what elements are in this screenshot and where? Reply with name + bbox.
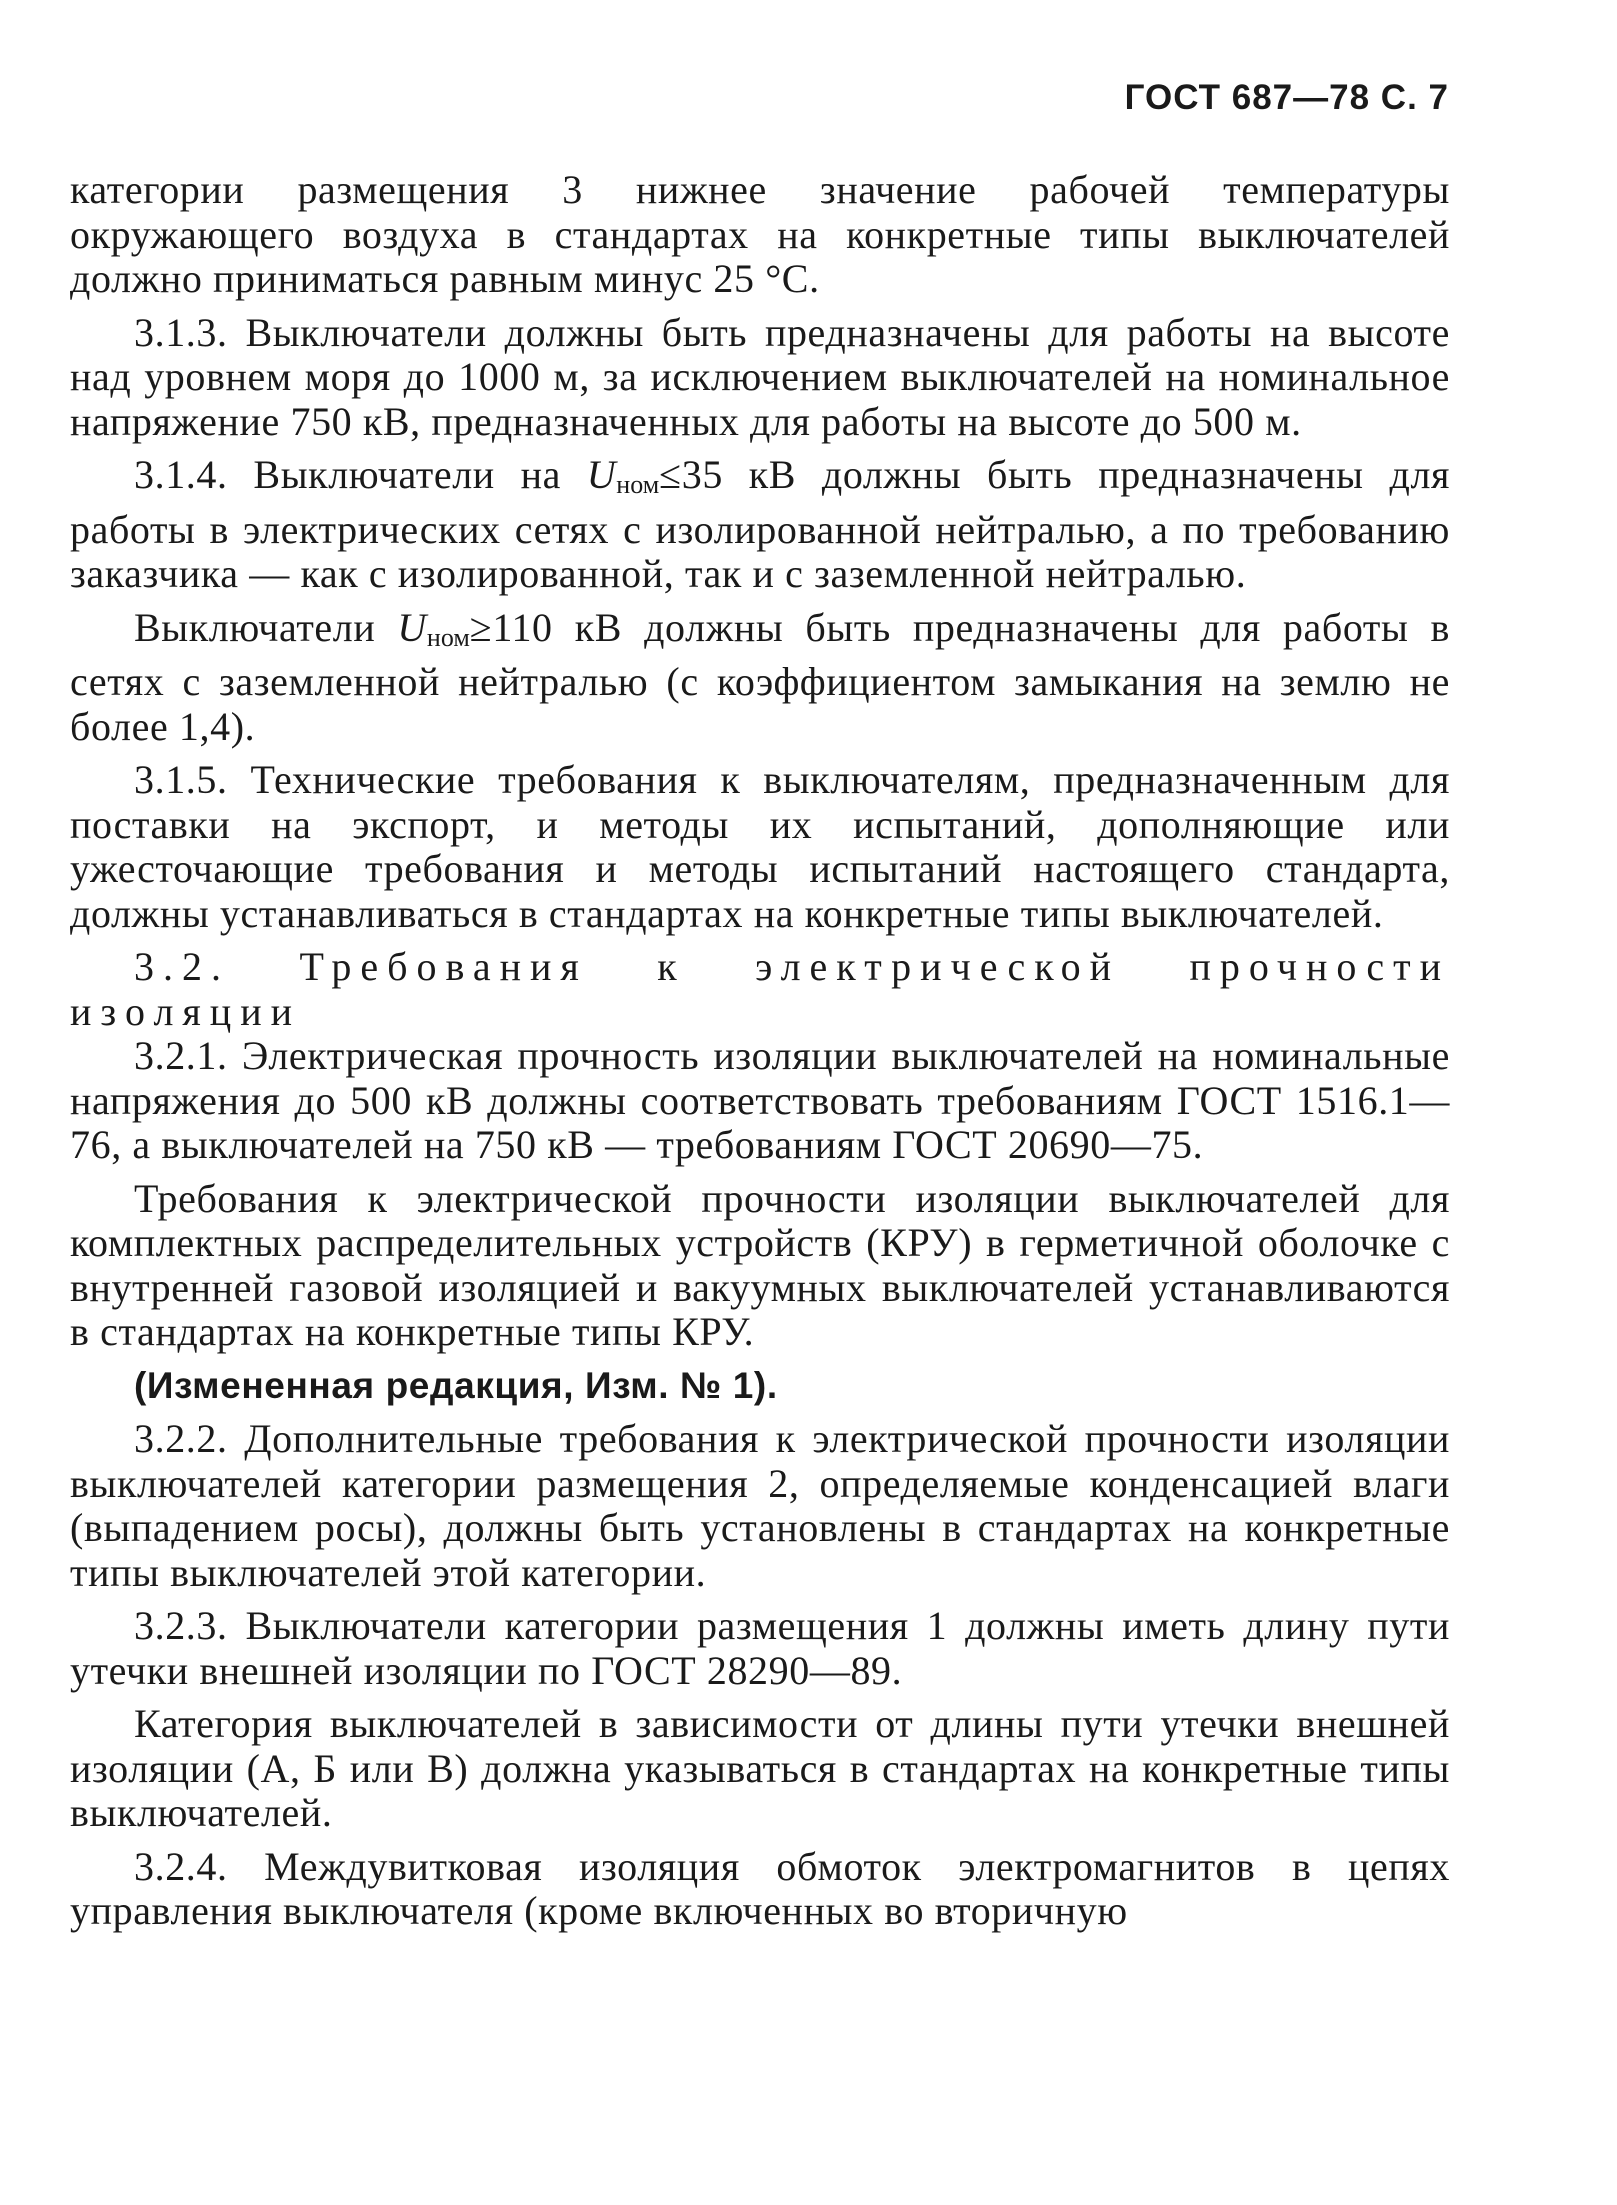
paragraph-3-2-3: 3.2.3. Выключатели категории размещения 1 должны иметь длину пути утечки внешней изоляции по ГОСТ 28290—89.	[70, 1603, 1450, 1693]
paragraph-3-1-3: 3.1.3. Выключатели должны быть предназначены для работы на высоте над уровнем моря до 1000 м, за исключением выключателей на номинальное напряжение 750 кВ, предназначенных для работы на высоте до 500 м.	[70, 309, 1450, 444]
paragraph-kru: Требования к электрической прочности изоляции выключателей для комплектных распределительных устройств (КРУ) в герметичной оболочке с внутренней газовой изоляцией и вакуумных выключателей устанавливаются в стандартах на конкретные типы КРУ.	[70, 1175, 1450, 1354]
paragraph-3-2-4: 3.2.4. Междувитковая изоляция обмоток электромагнитов в цепях управления выключателя (кроме включенных во вторичную	[70, 1843, 1450, 1933]
paragraph-3-2-2: 3.2.2. Дополнительные требования к электрической прочности изоляции выключателей категории размещения 2, определяемые конденсацией влаги (выпадением росы), должны быть установлены в стандартах на конкретные типы выключателей этой категории.	[70, 1416, 1450, 1595]
amendment-note: (Измененная редакция, Изм. № 1).	[134, 1364, 778, 1406]
paragraph-grounded-neutral: Выключатели $U_{ном}\ge 110$ кВ должны быть предназначены для работы в сетях с заземленной нейтралью (с коэффициентом замыкания на землю не более 1,4).	[70, 604, 1450, 749]
document-body	[70, 168, 1450, 1934]
paragraph-3-2-1: 3.2.1. Электрическая прочность изоляции выключателей на номинальные напряжения до 500 кВ должны соответствовать требованиям ГОСТ 1516.1—76, а выключателей на 750 кВ — требованиям ГОСТ 20690—75.	[70, 1033, 1450, 1167]
section-heading-3-2: 3.2. Требования к электрической прочности изоляции	[70, 944, 1450, 1034]
paragraph-3-1-4: 3.1.4. Выключатели на $U_{ном}\le 35$ кВ должны быть предназначены для работы в электрических сетях с изолированной нейтралью, а по требованию заказчика — как с изолированной, так и с заземленной нейтралью.	[70, 452, 1451, 596]
paragraph-category: Категория выключателей в зависимости от длины пути утечки внешней изоляции (А, Б или В) должна указываться в стандартах на конкретные типы выключателей.	[70, 1701, 1450, 1835]
paragraph-continuation: категории размещения 3 нижнее значение рабочей температуры окружающего воздуха в стандартах на конкретные типы выключателей должно приниматься равным минус 25 °С.	[70, 167, 1450, 301]
page-header: ГОСТ 687—78 С. 7	[1124, 78, 1449, 117]
paragraph-3-1-5: 3.1.5. Технические требования к выключателям, предназначенным для поставки на экспорт, и методы их испытаний, дополняющие или ужесточающие требования и методы испытаний настоящего стандарта, должны устанавливаться в стандартах на конкретные типы выключателей.	[70, 757, 1450, 936]
